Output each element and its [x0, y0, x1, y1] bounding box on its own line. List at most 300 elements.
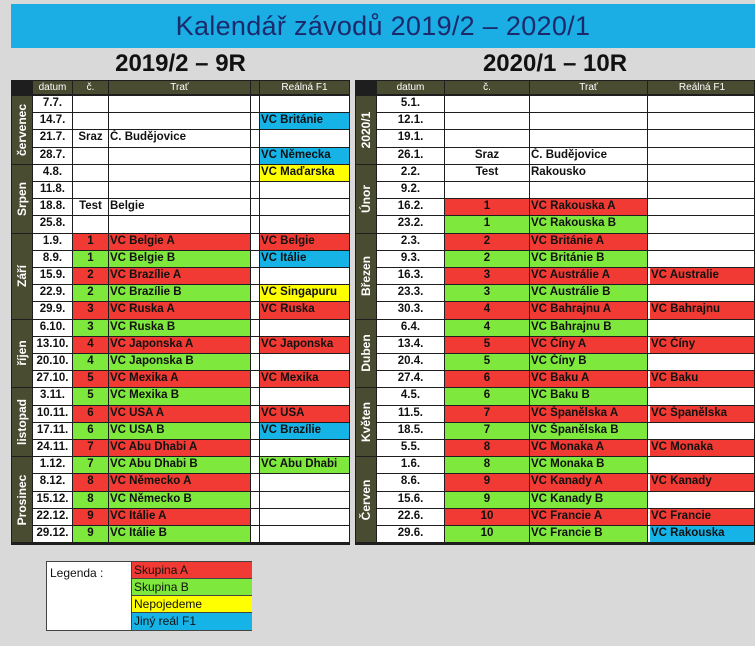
round-cell: Test: [445, 165, 529, 181]
table-row: [11, 129, 350, 146]
legend-item-not-attending: Nepojedeme: [131, 596, 252, 613]
track-cell: [530, 182, 647, 198]
table-row: [11, 387, 350, 404]
date-cell: 12.1.: [377, 113, 444, 129]
round-cell: 6: [445, 388, 529, 404]
date-cell: 18.5.: [377, 423, 444, 439]
real-f1-cell: VC Mexika: [260, 371, 349, 387]
calendar-table-right: [355, 80, 755, 545]
real-f1-cell: VC Japonska: [260, 337, 349, 353]
round-cell: 7: [445, 406, 529, 422]
table-row: [355, 164, 755, 181]
table-row: [11, 370, 350, 387]
round-cell: 9: [445, 474, 529, 490]
round-cell: 6: [73, 423, 108, 439]
round-cell: 1: [445, 199, 529, 215]
date-cell: 11.8.: [33, 182, 72, 198]
table-row: [11, 95, 350, 112]
table-row: [355, 319, 755, 336]
real-f1-cell: VC Německa: [260, 148, 349, 164]
round-cell: 5: [73, 388, 108, 404]
track-cell: VC Británie B: [530, 251, 647, 267]
table-row: [355, 250, 755, 267]
track-cell: VC Austrálie A: [530, 268, 647, 284]
real-f1-cell: [260, 216, 349, 232]
separator-cell: [251, 130, 259, 146]
track-cell: [109, 216, 250, 232]
round-cell: 7: [73, 457, 108, 473]
track-cell: VC Bahrajnu A: [530, 302, 647, 318]
track-cell: [109, 182, 250, 198]
round-cell: 3: [73, 302, 108, 318]
round-cell: 1: [73, 251, 108, 267]
track-cell: Č. Budějovice: [109, 130, 250, 146]
date-cell: 5.1.: [377, 96, 444, 112]
month-label-text: Srpen: [15, 181, 29, 216]
date-cell: 1.9.: [33, 234, 72, 250]
track-cell: VC Francie B: [530, 526, 647, 542]
track-cell: VC Belgie B: [109, 251, 250, 267]
round-cell: 4: [445, 320, 529, 336]
track-cell: [109, 165, 250, 181]
separator-cell: [251, 474, 259, 490]
table-row: [11, 422, 350, 439]
round-cell: 6: [73, 406, 108, 422]
real-f1-cell: VC Maďarska: [260, 165, 349, 181]
separator-cell: [251, 165, 259, 181]
table-row: [355, 508, 755, 525]
track-cell: VC Mexika A: [109, 371, 250, 387]
table-row: [11, 473, 350, 490]
track-cell: VC Španělska B: [530, 423, 647, 439]
date-cell: 15.12.: [33, 492, 72, 508]
round-cell: 2: [445, 234, 529, 250]
date-cell: 1.12.: [33, 457, 72, 473]
round-cell: 10: [445, 509, 529, 525]
page-title: Kalendář závodů 2019/2 – 2020/1: [11, 4, 755, 48]
separator-cell: [251, 354, 259, 370]
date-cell: 8.9.: [33, 251, 72, 267]
table-row: [11, 439, 350, 456]
real-f1-cell: [650, 148, 754, 164]
table-row: [11, 301, 350, 318]
round-cell: 8: [73, 474, 108, 490]
legend-item-other-real-f1: Jiný reál F1: [131, 613, 252, 631]
date-cell: 11.5.: [377, 406, 444, 422]
track-cell: VC Monaka B: [530, 457, 647, 473]
separator-cell: [251, 371, 259, 387]
date-cell: 26.1.: [377, 148, 444, 164]
round-cell: [445, 96, 529, 112]
table-row: [11, 112, 350, 129]
real-f1-cell: VC Rakouska: [650, 526, 754, 542]
real-f1-cell: VC Singapuru: [260, 285, 349, 301]
table-row: [355, 215, 755, 232]
real-f1-cell: VC Monaka: [650, 440, 754, 456]
real-f1-cell: [260, 509, 349, 525]
track-cell: VC Itálie A: [109, 509, 250, 525]
track-cell: VC Japonska B: [109, 354, 250, 370]
track-cell: VC Japonska A: [109, 337, 250, 353]
date-cell: 23.3.: [377, 285, 444, 301]
season-title-left: 2019/2 – 9R: [115, 50, 246, 77]
date-cell: 18.8.: [33, 199, 72, 215]
real-f1-cell: [260, 526, 349, 542]
table-row: [355, 336, 755, 353]
table-row: [355, 422, 755, 439]
real-f1-cell: [650, 234, 754, 250]
month-label-text: Duben: [359, 334, 373, 373]
table-row: [11, 164, 350, 181]
round-cell: 9: [73, 509, 108, 525]
track-cell: Č. Budějovice: [530, 148, 647, 164]
real-f1-cell: VC Španělska: [650, 406, 754, 422]
date-cell: 15.9.: [33, 268, 72, 284]
date-cell: 7.7.: [33, 96, 72, 112]
real-f1-cell: [650, 130, 754, 146]
round-cell: 1: [445, 216, 529, 232]
real-f1-cell: [650, 354, 754, 370]
month-label-text: Březen: [359, 256, 373, 297]
track-cell: VC USA B: [109, 423, 250, 439]
round-cell: 5: [73, 371, 108, 387]
track-cell: [530, 96, 647, 112]
date-cell: 14.7.: [33, 113, 72, 129]
table-row: [355, 491, 755, 508]
table-row: [355, 387, 755, 404]
round-cell: 2: [73, 268, 108, 284]
table-row: [355, 147, 755, 164]
round-cell: [73, 182, 108, 198]
date-cell: 25.8.: [33, 216, 72, 232]
date-cell: 3.11.: [33, 388, 72, 404]
legend-label: Legenda :: [50, 566, 104, 580]
date-cell: 6.4.: [377, 320, 444, 336]
real-f1-cell: [650, 182, 754, 198]
table-row: [355, 284, 755, 301]
real-f1-cell: VC Belgie: [260, 234, 349, 250]
table-row: [11, 405, 350, 422]
header-date: datum: [33, 81, 72, 94]
header-real: Reálná F1: [650, 81, 754, 94]
track-cell: VC Rakouska B: [530, 216, 647, 232]
date-cell: 29.9.: [33, 302, 72, 318]
month-label-text: Květen: [359, 402, 373, 443]
round-cell: 1: [73, 234, 108, 250]
real-f1-cell: [650, 320, 754, 336]
round-cell: [73, 96, 108, 112]
date-cell: 24.11.: [33, 440, 72, 456]
date-cell: 8.12.: [33, 474, 72, 490]
track-cell: VC Brazílie B: [109, 285, 250, 301]
round-cell: 7: [445, 423, 529, 439]
separator-cell: [251, 423, 259, 439]
table-row: [355, 525, 755, 542]
round-cell: 9: [73, 526, 108, 542]
date-cell: 13.10.: [33, 337, 72, 353]
table-row: [355, 405, 755, 422]
real-f1-cell: [260, 199, 349, 215]
date-cell: 29.12.: [33, 526, 72, 542]
round-cell: Sraz: [445, 148, 529, 164]
date-cell: 22.9.: [33, 285, 72, 301]
round-cell: 8: [445, 440, 529, 456]
separator-cell: [251, 96, 259, 112]
date-cell: 2.3.: [377, 234, 444, 250]
round-cell: 4: [73, 337, 108, 353]
month-label-text: červenec: [15, 103, 29, 156]
round-cell: [445, 113, 529, 129]
real-f1-cell: [650, 423, 754, 439]
track-cell: VC Monaka A: [530, 440, 647, 456]
round-cell: [73, 113, 108, 129]
track-cell: VC Španělska A: [530, 406, 647, 422]
legend-item-group-b: Skupina B: [131, 579, 252, 596]
round-cell: [73, 148, 108, 164]
track-cell: [109, 96, 250, 112]
round-cell: [73, 216, 108, 232]
separator-cell: [251, 182, 259, 198]
season-title-right: 2020/1 – 10R: [482, 50, 628, 77]
table-row: [11, 233, 350, 250]
table-row: [355, 198, 755, 215]
track-cell: Belgie: [109, 199, 250, 215]
table-row: [355, 95, 755, 112]
table-row: [11, 198, 350, 215]
round-cell: [73, 165, 108, 181]
round-cell: 8: [445, 457, 529, 473]
month-label-text: listopad: [15, 399, 29, 446]
separator-cell: [251, 251, 259, 267]
round-cell: 9: [445, 492, 529, 508]
separator-cell: [251, 406, 259, 422]
date-cell: 27.4.: [377, 371, 444, 387]
real-f1-cell: [650, 457, 754, 473]
date-cell: 22.12.: [33, 509, 72, 525]
round-cell: [445, 130, 529, 146]
real-f1-cell: [260, 268, 349, 284]
real-f1-cell: [260, 130, 349, 146]
separator-cell: [251, 113, 259, 129]
track-cell: VC USA A: [109, 406, 250, 422]
separator-cell: [251, 440, 259, 456]
month-label-text: Červen: [359, 479, 373, 521]
table-row: [11, 284, 350, 301]
date-cell: 15.6.: [377, 492, 444, 508]
table-row: [355, 370, 755, 387]
header-date: datum: [377, 81, 444, 94]
table-row: [11, 508, 350, 525]
separator-cell: [251, 302, 259, 318]
real-f1-cell: VC Baku: [650, 371, 754, 387]
date-cell: 16.3.: [377, 268, 444, 284]
real-f1-cell: VC Itálie: [260, 251, 349, 267]
month-label-text: Září: [15, 265, 29, 288]
real-f1-cell: [260, 474, 349, 490]
real-f1-cell: [260, 388, 349, 404]
table-row: [11, 181, 350, 198]
real-f1-cell: [260, 492, 349, 508]
track-cell: VC Kanady B: [530, 492, 647, 508]
header-track: Trať: [109, 81, 250, 94]
month-label-text: říjen: [15, 340, 29, 367]
real-f1-cell: VC Británie: [260, 113, 349, 129]
header-real: Reálná F1: [260, 81, 349, 94]
track-cell: VC Rakouska A: [530, 199, 647, 215]
real-f1-cell: [650, 251, 754, 267]
real-f1-cell: VC Ruska: [260, 302, 349, 318]
track-cell: VC Francie A: [530, 509, 647, 525]
table-row: [355, 129, 755, 146]
round-cell: 2: [73, 285, 108, 301]
track-cell: Rakousko: [530, 165, 647, 181]
round-cell: 5: [445, 337, 529, 353]
round-cell: Sraz: [73, 130, 108, 146]
date-cell: 20.10.: [33, 354, 72, 370]
real-f1-cell: VC USA: [260, 406, 349, 422]
round-cell: Test: [73, 199, 108, 215]
header-separator: [251, 81, 259, 94]
date-cell: 10.11.: [33, 406, 72, 422]
table-row: [11, 525, 350, 542]
date-cell: 29.6.: [377, 526, 444, 542]
date-cell: 20.4.: [377, 354, 444, 370]
table-row: [11, 250, 350, 267]
date-cell: 1.6.: [377, 457, 444, 473]
table-row: [11, 491, 350, 508]
date-cell: 13.4.: [377, 337, 444, 353]
track-cell: VC Británie A: [530, 234, 647, 250]
track-cell: VC Abu Dhabi B: [109, 457, 250, 473]
separator-cell: [251, 268, 259, 284]
separator-cell: [251, 457, 259, 473]
header-num: č.: [73, 81, 108, 94]
real-f1-cell: [650, 165, 754, 181]
separator-cell: [251, 285, 259, 301]
date-cell: 4.5.: [377, 388, 444, 404]
real-f1-cell: [650, 492, 754, 508]
real-f1-cell: [260, 354, 349, 370]
track-cell: [109, 113, 250, 129]
track-cell: VC Bahrajnu B: [530, 320, 647, 336]
table-row: [355, 112, 755, 129]
round-cell: 4: [73, 354, 108, 370]
separator-cell: [251, 216, 259, 232]
month-label-text: 2020/1: [359, 111, 373, 149]
round-cell: 5: [445, 354, 529, 370]
month-label-text: Únor: [359, 184, 373, 213]
track-cell: [109, 148, 250, 164]
track-cell: VC Itálie B: [109, 526, 250, 542]
round-cell: [445, 182, 529, 198]
separator-cell: [251, 234, 259, 250]
round-cell: 3: [445, 285, 529, 301]
real-f1-cell: VC Bahrajnu: [650, 302, 754, 318]
table-row: [355, 233, 755, 250]
real-f1-cell: [650, 388, 754, 404]
calendar-table-left: [11, 80, 350, 545]
table-row: [11, 353, 350, 370]
table-row: [11, 319, 350, 336]
legend: [46, 561, 252, 631]
round-cell: 3: [73, 320, 108, 336]
date-cell: 6.10.: [33, 320, 72, 336]
table-row: [355, 439, 755, 456]
table-row: [11, 336, 350, 353]
date-cell: 19.1.: [377, 130, 444, 146]
track-cell: VC Číny A: [530, 337, 647, 353]
date-cell: 9.2.: [377, 182, 444, 198]
date-cell: 8.6.: [377, 474, 444, 490]
date-cell: 22.6.: [377, 509, 444, 525]
date-cell: 17.11.: [33, 423, 72, 439]
round-cell: 4: [445, 302, 529, 318]
real-f1-cell: VC Australie: [650, 268, 754, 284]
real-f1-cell: VC Francie: [650, 509, 754, 525]
date-cell: 23.2.: [377, 216, 444, 232]
date-cell: 4.8.: [33, 165, 72, 181]
round-cell: 2: [445, 251, 529, 267]
separator-cell: [251, 526, 259, 542]
date-cell: 21.7.: [33, 130, 72, 146]
table-row: [355, 267, 755, 284]
real-f1-cell: [260, 320, 349, 336]
track-cell: VC Německo A: [109, 474, 250, 490]
real-f1-cell: VC Brazílie: [260, 423, 349, 439]
real-f1-cell: [260, 96, 349, 112]
track-cell: VC Ruska B: [109, 320, 250, 336]
table-row: [11, 456, 350, 473]
date-cell: 27.10.: [33, 371, 72, 387]
date-cell: 9.3.: [377, 251, 444, 267]
table-row: [11, 215, 350, 232]
track-cell: VC Německo B: [109, 492, 250, 508]
legend-item-group-a: Skupina A: [131, 562, 252, 579]
separator-cell: [251, 320, 259, 336]
track-cell: VC Austrálie B: [530, 285, 647, 301]
track-cell: VC Ruska A: [109, 302, 250, 318]
date-cell: 30.3.: [377, 302, 444, 318]
table-row: [355, 353, 755, 370]
table-row: [11, 267, 350, 284]
track-cell: [530, 113, 647, 129]
track-cell: VC Kanady A: [530, 474, 647, 490]
table-row: [11, 147, 350, 164]
real-f1-cell: VC Abu Dhabi: [260, 457, 349, 473]
round-cell: 7: [73, 440, 108, 456]
month-label-text: Prosinec: [15, 474, 29, 526]
real-f1-cell: [650, 285, 754, 301]
round-cell: 8: [73, 492, 108, 508]
separator-cell: [251, 148, 259, 164]
date-cell: 2.2.: [377, 165, 444, 181]
track-cell: VC Číny B: [530, 354, 647, 370]
track-cell: VC Mexika B: [109, 388, 250, 404]
header-track: Trať: [530, 81, 647, 94]
header-num: č.: [445, 81, 529, 94]
real-f1-cell: [260, 440, 349, 456]
separator-cell: [251, 492, 259, 508]
round-cell: 3: [445, 268, 529, 284]
track-cell: VC Baku A: [530, 371, 647, 387]
table-row: [355, 473, 755, 490]
real-f1-cell: [260, 182, 349, 198]
date-cell: 5.5.: [377, 440, 444, 456]
separator-cell: [251, 199, 259, 215]
track-cell: VC Abu Dhabi A: [109, 440, 250, 456]
track-cell: [530, 130, 647, 146]
round-cell: 10: [445, 526, 529, 542]
